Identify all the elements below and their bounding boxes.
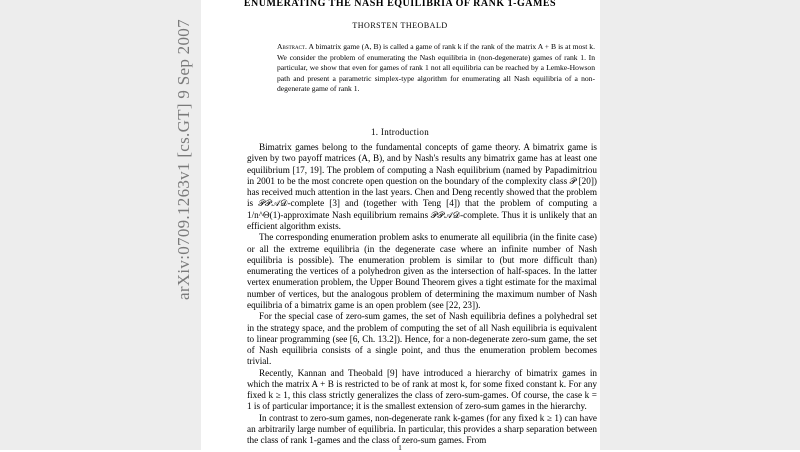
arxiv-stamp: arXiv:0709.1263v1 [cs.GT] 9 Sep 2007	[174, 19, 193, 300]
section-heading: 1. Introduction	[371, 127, 429, 137]
left-margin-background	[0, 0, 201, 450]
paragraph: In contrast to zero-sum games, non-degenerate rank k-games (for any fixed k ≥ 1) can have an arbitrarily large number of equilibria. In particular, this provides a sharp separation between the class of rank 1-games and the class of zero-sum games. From	[247, 412, 597, 446]
paper-title: ENUMERATING THE NASH EQUILIBRIA OF RANK 1-GAMES	[243, 0, 557, 9]
paragraph: Recently, Kannan and Theobald [9] have introduced a hierarchy of bimatrix games in which the matrix A + B is restricted to be of rank at most k, for some fixed constant k. For any fixed k ≥ 1, this class strictly generalizes the class of zero-sum-games. Of course, the case k = 1 is of particular importance; it is the smallest extension of zero-sum games in the hierarchy.	[247, 367, 597, 412]
abstract-heading: Abstract.	[277, 42, 307, 51]
paragraph: For the special case of zero-sum games, the set of Nash equilibria defines a polyhedral set in the strategy space, and the problem of computing the set of all Nash equilibria is equivalent to linear programming (see [6, Ch. 13.2]). Hence, for a non-degenerate zero-sum game, the set of Nash equilibria consists of a single point, and thus the enumeration problem becomes trivial.	[247, 311, 597, 367]
page-number: 1	[398, 444, 402, 452]
abstract-text: A bimatrix game (A, B) is called a game of rank k if the rank of the matrix A + B is at most k. We consider the problem of enumerating the Nash equilibria in (non-degenerate) games of rank 1. In particular, we show that even for games of rank 1 not all equilibria can be reached by a Lemke-Howson path and present a parametric simplex-type algorithm for enumerating all Nash equilibria of a non-degenerate game of rank 1.	[277, 42, 596, 94]
right-margin-background	[600, 0, 800, 450]
paper-author: THORSTEN THEOBALD	[352, 21, 448, 30]
abstract	[277, 42, 595, 95]
paragraph: The corresponding enumeration problem asks to enumerate all equilibria (in the finite case) or all the extreme equilibria (in the degenerate case where an infinite number of Nash equilibria is possible). The enumeration problem is similar to (but more difficult than) enumerating the vertices of a polyhedron given as the intersection of half-spaces. In the latter vertex enumeration problem, the Upper Bound Theorem gives a tight estimate for the maximal number of vertices, but the analogous problem of determining the maximum number of Nash equilibria of a bimatrix game is an open problem (see [22, 23]).	[247, 232, 597, 310]
paragraph: Bimatrix games belong to the fundamental concepts of game theory. A bimatrix game is given by two payoff matrices (A, B), and by Nash's results any bimatrix game has at least one equilibrium [17, 19]. The problem of computing a Nash equilibrium (named by Papadimitriou in 2001 to be the most concrete open question on the boundary of the complexity class 𝒫 [20]) has received much attention in the last years. Chen and Deng recently showed that the problem is 𝒫𝒫𝒜𝒟-complete [3] and (together with Teng [4]) that the problem of computing a 1/n^Θ(1)-approximate Nash equilibrium remains 𝒫𝒫𝒜𝒟-complete. Thus it is unlikely that an efficient algorithm exists.	[247, 142, 597, 231]
body-text	[247, 142, 597, 447]
